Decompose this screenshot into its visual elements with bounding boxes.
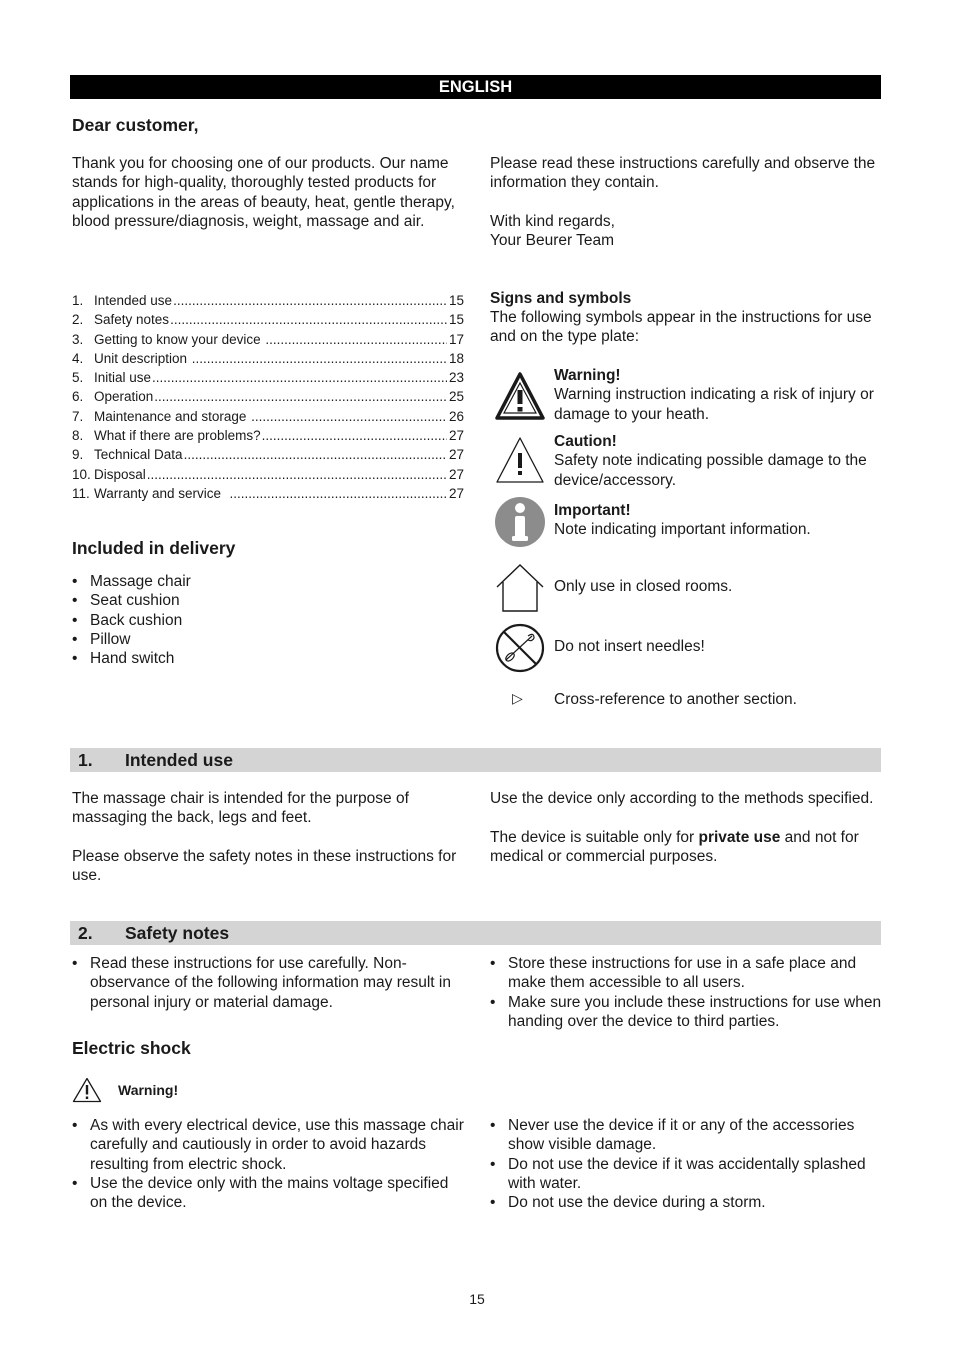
delivery-heading: Included in delivery — [72, 538, 236, 558]
toc-leader-dots — [265, 330, 447, 349]
intro-text: Thank you for choosing one of our products. Our name stands for high-quality, thoroughly tested products for applications in the areas of beauty, heat, gentle therapy, blood pressure/diagnosis, weight, massage and air. — [72, 155, 455, 230]
electric-warnings-left — [72, 1116, 464, 1212]
toc-leader-dots — [147, 465, 447, 484]
no-needles-icon — [494, 622, 546, 674]
toc-number: 5. — [72, 370, 84, 386]
toc-leader-dots — [170, 310, 447, 329]
toc-title: Getting to know your device — [94, 331, 265, 347]
caution-title: Caution! — [554, 433, 617, 450]
list-item: • Read these instructions for use carefully. Non-observance of the following information may result in personal injury or material damage. — [72, 954, 464, 1012]
toc-title: Initial use — [94, 370, 152, 386]
toc-row — [72, 291, 464, 310]
language-header: ENGLISH — [70, 75, 881, 99]
toc-title: Warranty and service — [94, 485, 229, 501]
toc-number: 8. — [72, 428, 84, 444]
info-circle-icon — [494, 496, 546, 548]
greeting-heading: Dear customer, — [72, 115, 199, 135]
section-title: Intended use — [125, 750, 233, 770]
section-number: 2. — [78, 923, 93, 943]
caution-triangle-icon — [494, 434, 546, 486]
regards-line-1: With kind regards, — [490, 213, 615, 230]
symbols-heading: Signs and symbols — [490, 290, 632, 307]
list-item: • Do not use the device during a storm. — [490, 1193, 882, 1212]
toc-row — [72, 407, 464, 426]
toc-number: 11. — [72, 485, 90, 501]
private-use-suffix: and not for medical or commercial purposes. — [490, 829, 859, 866]
toc-row — [72, 465, 464, 484]
toc-title: Intended use — [94, 293, 173, 308]
needles-text: Do not insert needles! — [554, 638, 705, 655]
intended-use-text-1: The massage chair is intended for the purpose of massaging the back, legs and feet. — [72, 790, 409, 827]
electric-warnings-right — [490, 1116, 882, 1212]
safety-list-left — [72, 954, 464, 1012]
toc-leader-dots — [173, 291, 447, 310]
read-instructions-text: Please read these instructions carefully and observe the information they contain. — [490, 155, 876, 192]
toc-number: 6. — [72, 389, 84, 405]
toc-number: 4. — [72, 350, 84, 366]
toc-row — [72, 387, 464, 406]
toc-page-number: 23 — [448, 370, 464, 386]
toc-number: 9. — [72, 447, 84, 463]
toc-number: 2. — [72, 312, 84, 328]
symbols-intro: The following symbols appear in the instructions for use and on the type plate: — [490, 309, 872, 346]
indoor-text: Only use in closed rooms. — [554, 578, 733, 595]
toc-row — [72, 330, 464, 349]
important-title: Important! — [554, 502, 631, 519]
toc-leader-dots — [251, 407, 447, 426]
caution-description: Safety note indicating possible damage to the device/accessory. — [554, 452, 867, 489]
toc-leader-dots — [154, 387, 447, 406]
toc-number: 10. — [72, 466, 91, 482]
important-symbol-row — [490, 501, 882, 557]
toc-leader-dots — [192, 349, 447, 368]
list-item: • Pillow — [72, 630, 464, 649]
toc-row — [72, 484, 464, 503]
list-item: • Do not use the device if it was accidentally splashed with water. — [490, 1155, 882, 1194]
toc-title: Technical Data — [94, 447, 183, 463]
intended-use-text-2: Please observe the safety notes in these instructions for use. — [72, 848, 457, 885]
caution-symbol-row — [490, 432, 882, 494]
regards-line-2: Your Beurer Team — [490, 232, 615, 249]
intended-use-text-3: Use the device only according to the methods specified. — [490, 790, 874, 807]
list-item: • Store these instructions for use in a safe place and make them accessible to all users. — [490, 954, 882, 993]
safety-list-right — [490, 954, 882, 1031]
toc-title: Unit description — [94, 350, 191, 366]
toc-page-number: 27 — [448, 466, 464, 482]
list-item: • Never use the device if it or any of the accessories show visible damage. — [490, 1116, 882, 1155]
delivery-list — [72, 572, 464, 668]
toc-row — [72, 368, 464, 387]
table-of-contents — [72, 291, 464, 503]
section-number: 1. — [78, 750, 93, 770]
private-use-prefix: The device is suitable only for — [490, 829, 699, 846]
warning-triangle-icon — [494, 370, 546, 422]
toc-row — [72, 349, 464, 368]
warning-label: Warning! — [118, 1082, 179, 1098]
triangle-right-icon: ▷ — [512, 691, 523, 707]
toc-title: What if there are problems? — [94, 428, 261, 444]
list-item: • Make sure you include these instructions for use when handing over the device to third parties. — [490, 993, 882, 1032]
toc-number: 3. — [72, 331, 84, 347]
toc-row — [72, 310, 464, 329]
house-icon — [494, 562, 546, 614]
indoor-symbol-row — [490, 560, 882, 614]
toc-title: Disposal — [94, 466, 146, 482]
list-item: • Seat cushion — [72, 591, 464, 610]
list-item: • Hand switch — [72, 649, 464, 668]
crossref-symbol-row — [490, 690, 882, 712]
toc-leader-dots — [184, 445, 447, 464]
toc-row — [72, 445, 464, 464]
section-intended-use-header — [70, 748, 881, 772]
electric-shock-heading: Electric shock — [72, 1038, 191, 1058]
toc-number: 1. — [72, 293, 84, 308]
toc-title: Operation — [94, 389, 154, 405]
toc-page-number: 15 — [448, 312, 464, 328]
section-safety-notes-header — [70, 921, 881, 945]
toc-leader-dots — [152, 368, 447, 387]
page-number: 15 — [469, 1291, 485, 1307]
toc-page-number: 25 — [448, 389, 464, 405]
toc-title: Safety notes — [94, 312, 170, 328]
toc-row — [72, 426, 464, 445]
warning-triangle-icon — [72, 1077, 102, 1103]
important-description: Note indicating important information. — [554, 521, 811, 539]
list-item: • Use the device only with the mains voltage specified on the device. — [72, 1174, 464, 1213]
needles-symbol-row — [490, 620, 882, 674]
intended-use-text-4 — [490, 828, 882, 867]
toc-page-number: 17 — [448, 331, 464, 347]
toc-page-number: 27 — [448, 428, 464, 444]
toc-page-number: 26 — [448, 408, 464, 424]
section-title: Safety notes — [125, 923, 230, 943]
private-use-emphasis: private use — [698, 829, 781, 846]
warning-title: Warning! — [554, 367, 621, 384]
warning-description: Warning instruction indicating a risk of injury or damage to your heath. — [554, 386, 874, 423]
toc-page-number: 27 — [448, 447, 464, 463]
toc-leader-dots — [262, 426, 447, 445]
toc-title: Maintenance and storage — [94, 408, 251, 424]
crossref-text: Cross-reference to another section. — [554, 691, 797, 708]
list-item: • As with every electrical device, use this massage chair carefully and cautiously in order to avoid hazards resulting from electric shock. — [72, 1116, 464, 1174]
toc-number: 7. — [72, 408, 84, 424]
warning-symbol-row — [490, 366, 882, 428]
toc-page-number: 27 — [448, 485, 464, 501]
toc-page-number: 18 — [448, 350, 464, 366]
toc-leader-dots — [230, 484, 447, 503]
list-item: • Massage chair — [72, 572, 464, 591]
toc-page-number: 15 — [448, 293, 464, 308]
list-item: • Back cushion — [72, 611, 464, 630]
